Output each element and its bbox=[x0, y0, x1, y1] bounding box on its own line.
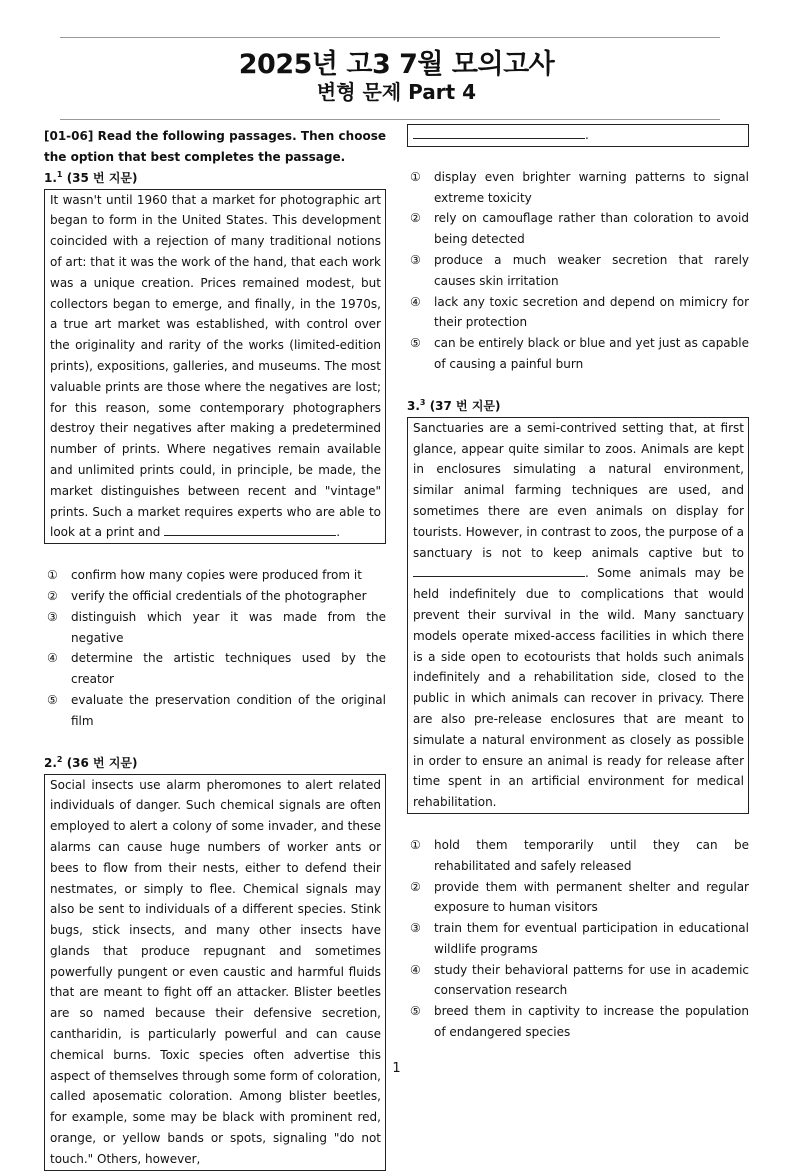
option-text: distinguish which year it was made from the negative bbox=[71, 609, 386, 645]
answer-option[interactable] bbox=[407, 250, 749, 292]
question-1-passage bbox=[44, 189, 386, 545]
instructions: [01-06] Read the following passages. Then choose the option that best completes the passage. bbox=[44, 129, 386, 164]
page-title: 2025년 고3 7월 모의고사 bbox=[238, 49, 555, 80]
option-number: ① bbox=[410, 837, 421, 852]
question-number: 1. bbox=[44, 170, 57, 185]
answer-option[interactable] bbox=[407, 1001, 749, 1043]
option-text: study their behavioral patterns for use in academic conservation research bbox=[434, 962, 749, 998]
option-number: ① bbox=[47, 568, 58, 583]
question-2-options bbox=[407, 167, 749, 375]
question-number: 3. bbox=[407, 398, 420, 413]
passage-text-end: . Some animals may be held indefinitely due to complications that would prevent their survival in the wild. Many sanctuary models operate mixed-access facilities in which there is a side open to ecotourists that holds such animals indefinitely and a rehabilitation side, closed to the public in which animals can recover in privacy. There are also pre-release enclosures that are meant to simulate a natural environment as closely as possible in order to ensure an animal is ready for release after time spent in an artificial environment for medical rehabilitation. bbox=[413, 566, 744, 810]
option-number: ④ bbox=[410, 294, 421, 309]
option-number: ③ bbox=[410, 252, 421, 267]
option-text: evaluate the preservation condition of the original film bbox=[71, 692, 386, 728]
page-number: 1 bbox=[392, 1061, 401, 1076]
option-number: ⑤ bbox=[410, 336, 421, 351]
option-number: ④ bbox=[410, 962, 421, 977]
option-number: ② bbox=[410, 211, 421, 226]
footnote-marker: 2 bbox=[56, 754, 63, 764]
passage-text-end: . bbox=[336, 525, 341, 540]
answer-option[interactable] bbox=[44, 648, 386, 690]
answer-option[interactable] bbox=[44, 690, 386, 732]
answer-blank bbox=[164, 523, 336, 536]
question-3-options bbox=[407, 835, 749, 1043]
question-3-header bbox=[407, 396, 749, 417]
question-2-passage-continued bbox=[407, 124, 749, 147]
answer-option[interactable] bbox=[407, 208, 749, 250]
answer-option[interactable] bbox=[407, 918, 749, 960]
option-number: ④ bbox=[47, 651, 58, 666]
option-text: breed them in captivity to increase the population of endangered species bbox=[434, 1004, 749, 1040]
answer-option[interactable] bbox=[44, 607, 386, 649]
option-text: display even brighter warning patterns to signal extreme toxicity bbox=[434, 169, 749, 205]
option-number: ⑤ bbox=[410, 1004, 421, 1019]
option-number: ① bbox=[410, 169, 421, 184]
left-column bbox=[44, 126, 386, 1171]
question-3-passage bbox=[407, 417, 749, 814]
question-source: (35 번 지문) bbox=[66, 170, 138, 185]
footnote-marker: 1 bbox=[56, 169, 63, 179]
option-number: ⑤ bbox=[47, 692, 58, 707]
question-2-passage bbox=[44, 774, 386, 1171]
option-number: ② bbox=[410, 879, 421, 894]
option-text: train them for eventual participation in educational wildlife programs bbox=[434, 921, 749, 956]
right-column bbox=[407, 124, 749, 1043]
answer-option[interactable] bbox=[407, 877, 749, 919]
question-source: (37 번 지문) bbox=[429, 398, 501, 413]
question-number: 2. bbox=[44, 755, 57, 770]
passage-text: It wasn't until 1960 that a market for photographic art began to form in the United States. This development coincided with a rejection of many traditional notions of art: that it was the work of the hand, that each work was a unique creation. Prices remained modest, but collectors began to emerge, and finally, in the 1970s, a true art market was established, with control over the originality and rarity of the works (limited-edition prints), expositions, galleries, and museums. The most valuable prints are those where the negatives are lost; for this reason, some contemporary photographers destroy their negatives after making a predetermined number of prints. Where negatives remain available and unlimited prints could, in principle, be made, the market distinguishes between recent and "vintage" prints. Such a market requires experts who are able to look at a print and bbox=[50, 192, 381, 540]
option-text: determine the artistic techniques used by the creator bbox=[71, 651, 386, 687]
header-bottom-rule bbox=[60, 119, 720, 120]
question-source: (36 번 지문) bbox=[66, 755, 138, 770]
answer-blank bbox=[413, 564, 585, 577]
option-text: verify the official credentials of the photographer bbox=[71, 588, 367, 603]
question-2-header bbox=[44, 753, 386, 774]
answer-option[interactable] bbox=[407, 167, 749, 209]
question-1-options bbox=[44, 565, 386, 731]
answer-blank bbox=[413, 126, 585, 139]
answer-option[interactable] bbox=[44, 565, 386, 586]
option-number: ③ bbox=[47, 609, 58, 624]
page-subtitle: 변형 문제 Part 4 bbox=[316, 80, 477, 104]
question-1-header bbox=[44, 168, 386, 189]
option-number: ② bbox=[47, 588, 58, 603]
answer-option[interactable] bbox=[407, 292, 749, 334]
option-text: can be entirely black or blue and yet just as capable of causing a painful burn bbox=[434, 336, 749, 371]
option-text: produce a much weaker secretion that rarely causes skin irritation bbox=[434, 252, 749, 288]
option-text: provide them with permanent shelter and regular exposure to human visitors bbox=[434, 879, 749, 915]
answer-option[interactable] bbox=[44, 586, 386, 607]
passage-text: Sanctuaries are a semi-contrived setting that, at first glance, appear quite similar to zoos. Animals are kept in enclosures simulating a natural environment, similar animal farming techniques are used, and sometimes there are even animals on display for tourists. However, in contrast to zoos, the purpose of a sanctuary is not to keep animals captive but to bbox=[413, 420, 744, 560]
passage-text-end: . bbox=[585, 128, 589, 142]
option-number: ③ bbox=[410, 921, 421, 936]
option-text: confirm how many copies were produced from it bbox=[71, 568, 362, 583]
footnote-marker: 3 bbox=[419, 397, 426, 407]
answer-option[interactable] bbox=[407, 960, 749, 1002]
top-rule bbox=[60, 37, 720, 38]
answer-option[interactable] bbox=[407, 333, 749, 375]
option-text: lack any toxic secretion and depend on mimicry for their protection bbox=[434, 294, 749, 330]
answer-option[interactable] bbox=[407, 835, 749, 877]
option-text: hold them temporarily until they can be rehabilitated and safely released bbox=[434, 837, 749, 873]
passage-text: Social insects use alarm pheromones to alert related individuals of danger. Such chemical signals are often employed to alert a colony of some invader, and these alarms can cause huge numbers of worker ants or bees to flow from their nests, either to defend their nestmates, or simply to flee. Chemical signals may also be sent to individuals of a different species. Stink bugs, stick insects, and many other insects have glands that produce repugnant and sometimes powerfully pungent or even caustic and harmful fluids that are meant to fight off an attacker. Blister beetles are so named because their defensive secretion, cantharidin, is particularly powerful and can cause chemical burns. Toxic species often advertise this aspect of themselves through some form of coloration, called aposematic coloration. Among blister beetles, for example, some may be black with prominent red, orange, or yellow bands or spots, signaling "do not touch." Others, however, bbox=[50, 777, 381, 1166]
option-text: rely on camouflage rather than coloration to avoid being detected bbox=[434, 211, 749, 247]
